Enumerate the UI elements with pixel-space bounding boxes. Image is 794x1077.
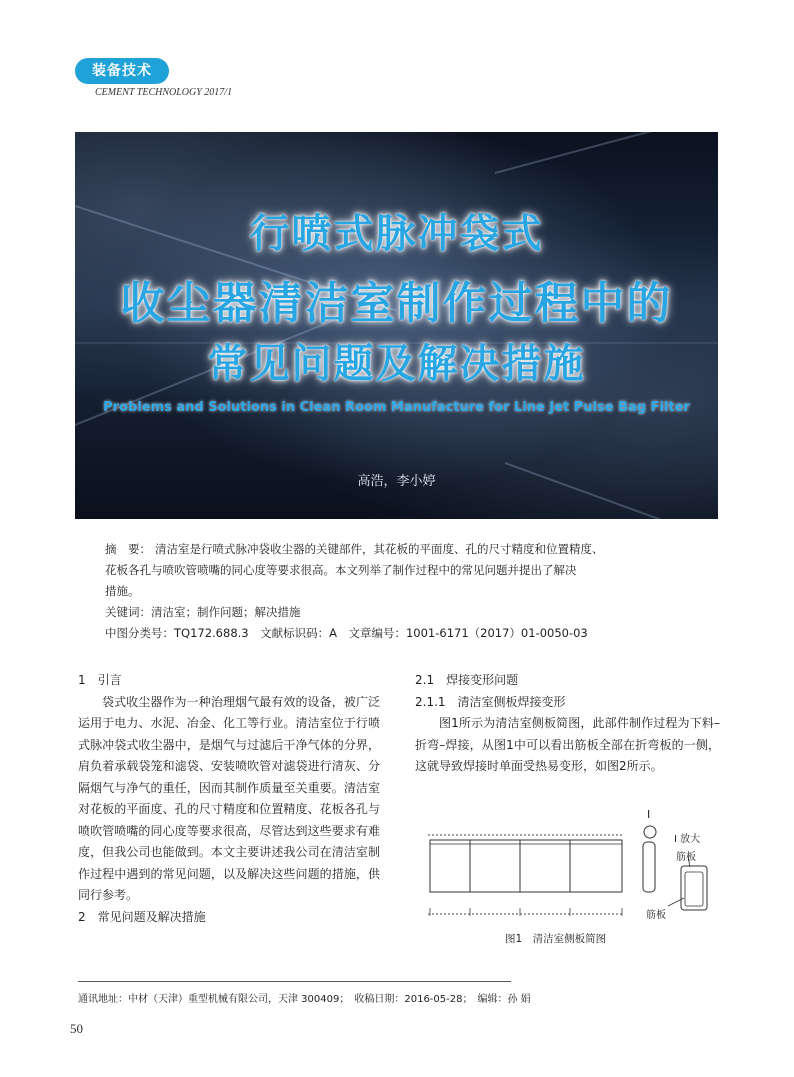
detail-label: I 放大 xyxy=(674,834,701,845)
classification: 中图分类号：TQ172.688.3 文献标识码：A 文章编号：1001-6171（2017）01-0050-03 xyxy=(105,626,588,640)
figure-caption: 图1 清洁室侧板简图 xyxy=(505,933,607,945)
footer-divider xyxy=(78,981,511,982)
sideplate-paragraph: 图1所示为清洁室侧板简图，此部件制作过程为下料–折弯–焊接，从图1中可以看出筋板全部在折弯板的一侧，这就导致焊接时单面受热易变形，如图2所示。 xyxy=(415,716,720,773)
heading-welding: 2.1 焊接变形问题 xyxy=(415,673,519,687)
abstract-line: 措施。 xyxy=(105,584,140,598)
title-line-1: 行喷式脉冲袋式 xyxy=(249,211,544,257)
sideplate-diagram xyxy=(428,808,728,928)
title-english: Problems and Solutions in Clean Room Manufacture for Line Jet Pulse Bag Filter xyxy=(103,400,690,415)
keywords-label: 关键词： xyxy=(105,605,151,619)
left-column xyxy=(78,670,380,928)
figure-1 xyxy=(428,808,728,948)
title-line-2: 收尘器清洁室制作过程中的 xyxy=(120,278,673,329)
heading-problems: 2 常见问题及解决措施 xyxy=(78,909,206,924)
heading-introduction: 1 引言 xyxy=(78,673,122,687)
abstract-line: 花板各孔与喷吹管喷嘴的同心度等要求很高。本文列举了制作过程中的常见问题并提出了解决 xyxy=(105,563,577,577)
intro-paragraph: 袋式收尘器作为一种治理烟气最有效的设备，被广泛运用于电力、水泥、冶金、化工等行业。清洁室位于行喷式脉冲袋式收尘器中，是烟气与过滤后干净气体的分界，肩负着承载袋笼和滤袋、安装喷吹管对滤袋进行清灰、分隔烟气与净气的重任，因而其制作质量至关重要。清洁室对花板的平面度、孔的尺寸精度和位置精度、花板各孔与喷吹管喷嘴的同心度等要求很高，尽管达到这些要求有难度，但我公司也能做到。本文主要讲述我公司在清洁室制作过程中遇到的常见问题，以及解决这些问题的措施，供同行参考。 xyxy=(78,694,380,902)
heading-sideplate: 2.1.1 清洁室侧板焊接变形 xyxy=(415,694,566,709)
page-number: 50 xyxy=(70,1021,83,1036)
abstract-label: 摘 要： xyxy=(105,542,151,556)
journal-name: CEMENT TECHNOLOGY 2017/1 xyxy=(95,87,233,98)
footer-note: 通讯地址：中材（天津）重型机械有限公司，天津 300409； 收稿日期：2016-05-28； 编辑：孙 娟 xyxy=(78,994,531,1005)
section-label: 装备技术 xyxy=(75,58,169,84)
keywords: 清洁室；制作问题；解决措施 xyxy=(151,605,301,619)
abstract-block xyxy=(105,539,705,644)
title-line-3: 常见问题及解决措施 xyxy=(207,341,586,387)
abstract-line: 清洁室是行喷式脉冲袋收尘器的关键部件，其花板的平面度、孔的尺寸精度和位置精度、 xyxy=(155,542,604,556)
title-banner xyxy=(75,132,718,519)
rib-label-top: 筋板 xyxy=(676,852,696,863)
authors: 高浩，李小婷 xyxy=(357,474,436,489)
right-column xyxy=(415,670,720,778)
section-mark: I xyxy=(647,808,651,821)
rib-label-bottom: 筋板 xyxy=(646,910,666,921)
